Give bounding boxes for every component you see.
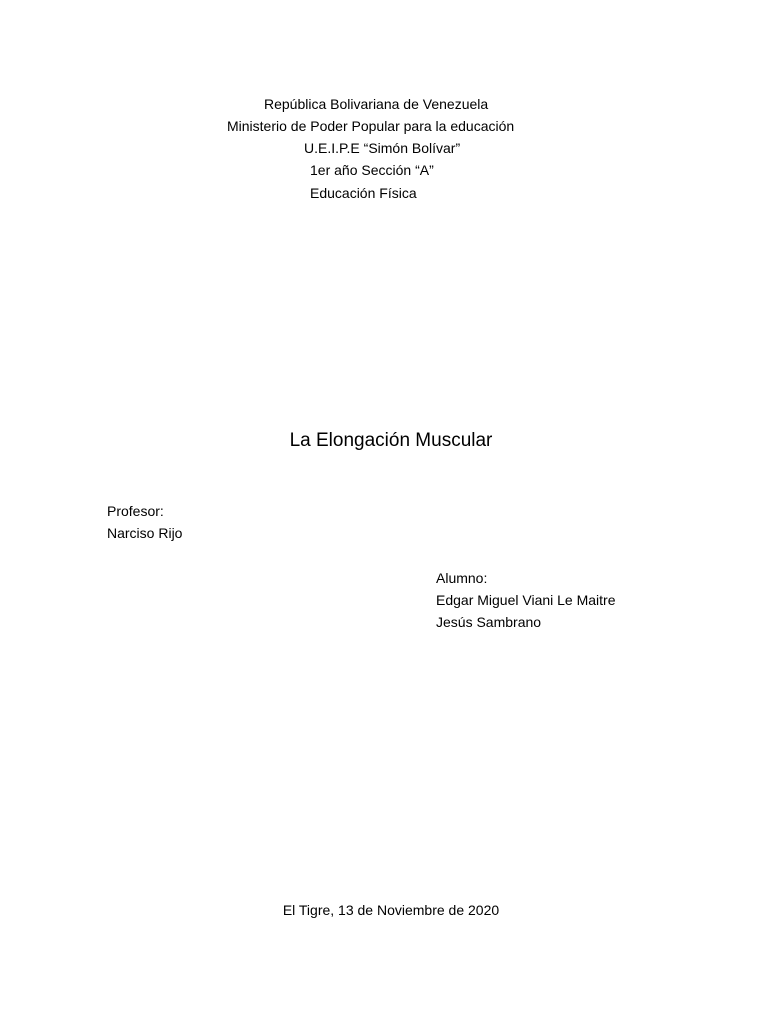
header-grade-section: 1er año Sección “A” <box>310 162 434 178</box>
students-label: Alumno: <box>436 570 488 586</box>
student-name-1: Edgar Miguel Viani Le Maitre <box>436 592 616 608</box>
header-ministry: Ministerio de Poder Popular para la educación <box>227 118 515 134</box>
teacher-name: Narciso Rijo <box>107 525 183 541</box>
header-school: U.E.I.P.E “Simón Bolívar” <box>304 140 461 156</box>
document-title: La Elongación Muscular <box>289 430 493 451</box>
header-country: República Bolivariana de Venezuela <box>264 96 489 112</box>
place-date: El Tigre, 13 de Noviembre de 2020 <box>282 902 500 918</box>
student-name-2: Jesús Sambrano <box>436 614 542 630</box>
header-subject: Educación Física <box>310 185 417 201</box>
teacher-label: Profesor: <box>107 503 164 519</box>
